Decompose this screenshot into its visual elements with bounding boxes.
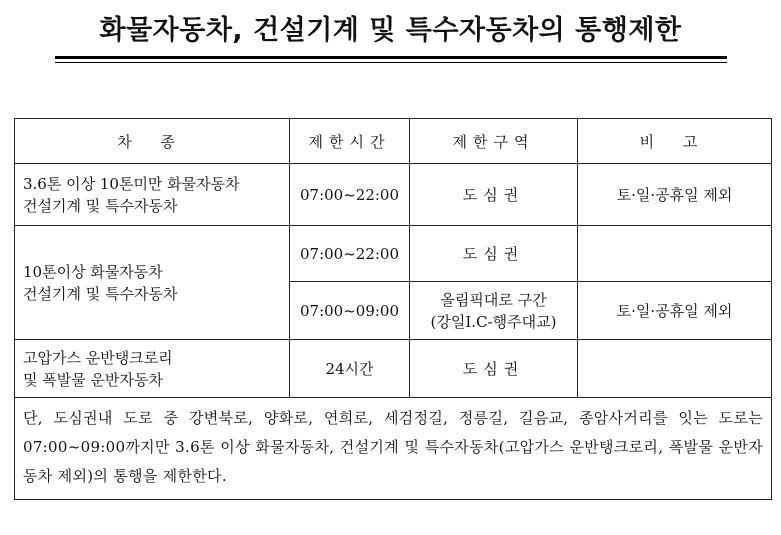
time-cell: 24시간 [290,340,410,398]
vehicle-line: 3.6톤 이상 10톤미만 화물자동차 [23,174,240,193]
area-cell: 도심권 [410,340,578,398]
vehicle-line: 건설기계 및 특수자동차 [23,196,178,215]
vehicle-line: 건설기계 및 특수자동차 [23,284,178,303]
title-underline-thin [55,62,727,63]
header-area: 제한구역 [410,119,578,164]
vehicle-cell [15,164,290,226]
vehicle-cell [15,340,290,398]
area-cell: 도심권 [410,164,578,226]
table-row [15,226,772,282]
note-cell: 토·일·공휴일 제외 [578,164,772,226]
time-cell: 07:00~22:00 [290,164,410,226]
vehicle-line: 10톤이상 화물자동차 [23,262,163,281]
time-cell: 07:00~22:00 [290,226,410,282]
footnote-text: 단, 도심권내 도로 중 강변북로, 양화로, 연희로, 세검정길, 정릉길, 길음교, 종암사거리를 잇는 도로는 07:00~09:00까지만 3.6톤 이상 화물자동차, 건설기계 및 특수자동차(고압가스 운반탱크로리, 폭발물 운반자동차 제외)의 통행을 제한한다. [15,398,772,500]
area-cell [410,282,578,340]
table-row [15,164,772,226]
time-cell: 07:00~09:00 [290,282,410,340]
area-line: 올림픽대로 구간 [440,290,547,309]
vehicle-line: 및 폭발물 운반자동차 [23,370,163,389]
area-line: (강일I.C-행주대교) [430,312,557,331]
area-cell: 도심권 [410,226,578,282]
note-cell [578,226,772,282]
vehicle-line: 고압가스 운반탱크로리 [23,348,173,367]
vehicle-cell [15,226,290,340]
note-cell [578,340,772,398]
title-underline-thick [55,56,727,59]
restriction-table [14,118,772,500]
note-cell: 토·일·공휴일 제외 [578,282,772,340]
table-header-row [15,119,772,164]
header-vehicle-type: 차 종 [15,119,290,164]
header-time: 제한시간 [290,119,410,164]
header-note: 비 고 [578,119,772,164]
page-title: 화물자동차, 건설기계 및 특수자동차의 통행제한 [99,15,682,46]
table-footnote-row [15,398,772,500]
table-row [15,340,772,398]
